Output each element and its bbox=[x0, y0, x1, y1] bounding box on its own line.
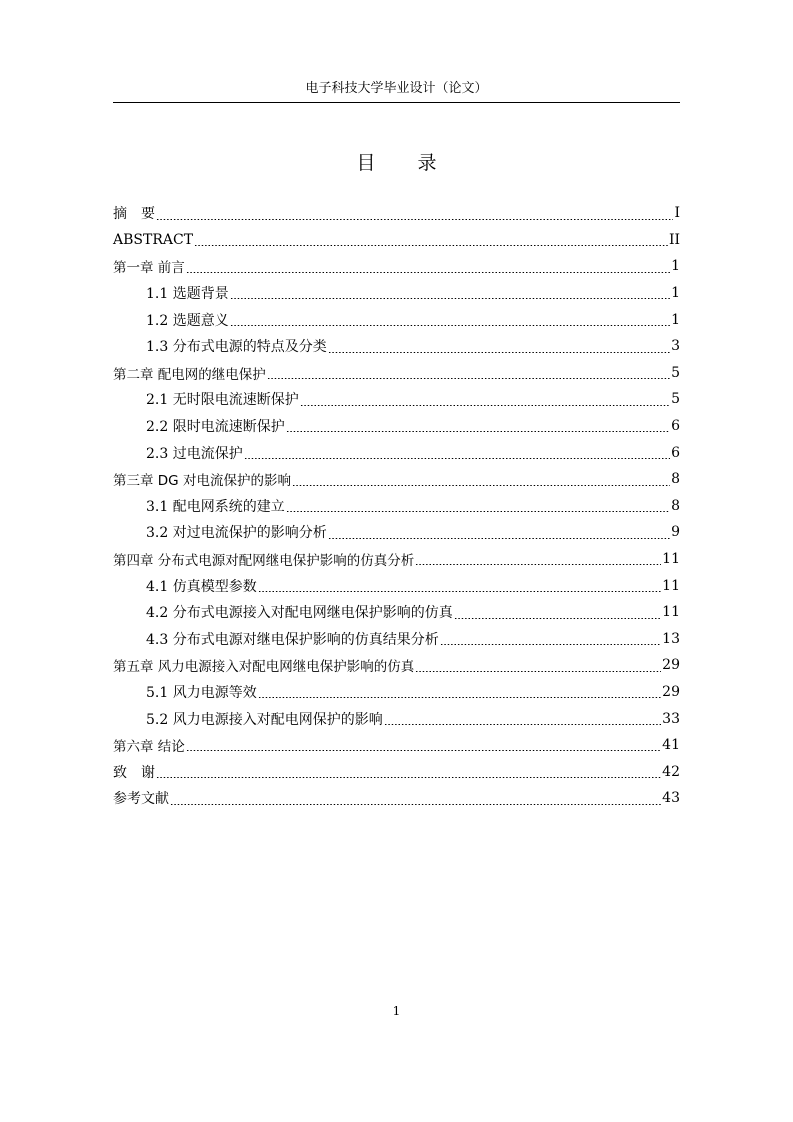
toc-dot-leader bbox=[186, 738, 661, 752]
toc-entry-label: 4.2 分布式电源接入对配电网继电保护影响的仿真 bbox=[146, 605, 453, 622]
toc-entry-page: 33 bbox=[662, 710, 680, 727]
toc-chapter-entry[interactable] bbox=[113, 466, 680, 493]
toc-entry-page: 11 bbox=[662, 604, 680, 621]
toc-entry-label: 4.3 分布式电源对继电保护影响的仿真结果分析 bbox=[146, 631, 439, 648]
toc-entry-page: 3 bbox=[671, 338, 680, 355]
toc-entry-page: 9 bbox=[671, 524, 680, 541]
toc-entry-label: 2.2 限时电流速断保护 bbox=[146, 419, 285, 436]
toc-entry-label: 1.3 分布式电源的特点及分类 bbox=[146, 339, 327, 356]
toc-dot-leader bbox=[244, 446, 670, 460]
toc-entry-label: 1.2 选题意义 bbox=[146, 312, 229, 329]
toc-dot-leader bbox=[328, 340, 670, 354]
toc-entry-page: 11 bbox=[662, 551, 680, 568]
toc-chapter-entry[interactable] bbox=[113, 732, 680, 759]
toc-entry-label: 第二章 配电网的继电保护 bbox=[113, 366, 266, 383]
toc-entry-page: 43 bbox=[662, 790, 680, 807]
toc-entry-label: 1.1 选题背景 bbox=[146, 286, 229, 303]
toc-dot-leader bbox=[258, 685, 661, 699]
toc-entry-label: 参考文献 bbox=[113, 791, 169, 808]
toc-title: 目 录 bbox=[356, 152, 455, 174]
toc-entry-label: 3.2 对过电流保护的影响分析 bbox=[146, 525, 327, 542]
toc-dot-leader bbox=[286, 499, 670, 513]
toc-dot-leader bbox=[384, 712, 661, 726]
toc-dot-leader bbox=[156, 207, 673, 221]
toc-dot-leader bbox=[258, 579, 661, 593]
toc-entry-label: 3.1 配电网系统的建立 bbox=[146, 498, 285, 515]
toc-chapter-entry[interactable] bbox=[113, 227, 680, 254]
toc-chapter-entry[interactable] bbox=[113, 546, 680, 573]
toc-section-entry[interactable] bbox=[113, 626, 680, 653]
toc-entry-page: 41 bbox=[662, 737, 680, 754]
toc-entry-page: 8 bbox=[671, 471, 680, 488]
header-rule bbox=[113, 102, 680, 103]
toc-dot-leader bbox=[230, 286, 670, 300]
toc-entry-label: 第四章 分布式电源对配网继电保护影响的仿真分析 bbox=[113, 553, 415, 570]
toc-entry-page: 1 bbox=[671, 285, 680, 302]
toc-entry-page: 13 bbox=[662, 630, 680, 647]
toc-entry-label: 4.1 仿真模型参数 bbox=[146, 578, 257, 595]
toc-dot-leader bbox=[415, 552, 661, 566]
toc-section-entry[interactable] bbox=[113, 386, 680, 413]
toc-entry-page: II bbox=[668, 231, 680, 248]
toc-chapter-entry[interactable] bbox=[113, 200, 680, 227]
toc-entry-label: 第五章 风力电源接入对配电网继电保护影响的仿真 bbox=[113, 659, 415, 676]
toc-section-entry[interactable] bbox=[113, 572, 680, 599]
toc-dot-leader bbox=[186, 260, 670, 274]
toc-entry-page: 5 bbox=[671, 391, 680, 408]
toc-dot-leader bbox=[286, 419, 670, 433]
toc-dot-leader bbox=[300, 393, 670, 407]
toc-entry-label: 第六章 结论 bbox=[113, 739, 185, 756]
toc-entry-label: 2.1 无时限电流速断保护 bbox=[146, 392, 299, 409]
toc-section-entry[interactable] bbox=[113, 705, 680, 732]
toc-section-entry[interactable] bbox=[113, 679, 680, 706]
toc-dot-leader bbox=[267, 366, 670, 380]
table-of-contents bbox=[113, 200, 680, 812]
toc-entry-page: 6 bbox=[671, 418, 680, 435]
toc-dot-leader bbox=[328, 526, 670, 540]
toc-section-entry[interactable] bbox=[113, 599, 680, 626]
page-number: 1 bbox=[392, 1004, 401, 1018]
toc-section-entry[interactable] bbox=[113, 306, 680, 333]
toc-dot-leader bbox=[230, 313, 670, 327]
toc-entry-label: 第一章 前言 bbox=[113, 260, 185, 277]
toc-entry-page: 8 bbox=[671, 497, 680, 514]
toc-section-entry[interactable] bbox=[113, 519, 680, 546]
toc-chapter-entry[interactable] bbox=[113, 758, 680, 785]
toc-dot-leader bbox=[170, 792, 661, 806]
toc-dot-leader bbox=[156, 765, 661, 779]
toc-entry-label: 2.3 过电流保护 bbox=[146, 445, 243, 462]
running-header: 电子科技大学毕业设计（论文） bbox=[305, 81, 488, 96]
toc-entry-page: 42 bbox=[662, 763, 680, 780]
toc-section-entry[interactable] bbox=[113, 413, 680, 440]
toc-section-entry[interactable] bbox=[113, 493, 680, 520]
toc-entry-page: 1 bbox=[671, 258, 680, 275]
toc-chapter-entry[interactable] bbox=[113, 785, 680, 812]
toc-dot-leader bbox=[292, 473, 670, 487]
toc-chapter-entry[interactable] bbox=[113, 652, 680, 679]
toc-entry-label: ABSTRACT bbox=[113, 231, 194, 248]
toc-entry-page: 29 bbox=[662, 657, 680, 674]
toc-entry-page: 29 bbox=[662, 683, 680, 700]
toc-entry-page: 11 bbox=[662, 577, 680, 594]
toc-dot-leader bbox=[415, 659, 661, 673]
toc-dot-leader bbox=[194, 233, 668, 247]
toc-entry-label: 摘 要 bbox=[113, 206, 155, 223]
toc-entry-label: 第三章 DG 对电流保护的影响 bbox=[113, 473, 291, 490]
toc-entry-label: 致 谢 bbox=[113, 764, 155, 781]
toc-entry-label: 5.2 风力电源接入对配电网保护的影响 bbox=[146, 711, 383, 728]
toc-dot-leader bbox=[454, 606, 661, 620]
toc-entry-page: I bbox=[674, 205, 680, 222]
toc-chapter-entry[interactable] bbox=[113, 253, 680, 280]
toc-section-entry[interactable] bbox=[113, 439, 680, 466]
toc-entry-label: 5.1 风力电源等效 bbox=[146, 684, 257, 701]
toc-entry-page: 1 bbox=[671, 311, 680, 328]
toc-section-entry[interactable] bbox=[113, 333, 680, 360]
toc-chapter-entry[interactable] bbox=[113, 360, 680, 387]
toc-dot-leader bbox=[440, 632, 661, 646]
toc-entry-page: 5 bbox=[671, 364, 680, 381]
toc-section-entry[interactable] bbox=[113, 280, 680, 307]
toc-entry-page: 6 bbox=[671, 444, 680, 461]
